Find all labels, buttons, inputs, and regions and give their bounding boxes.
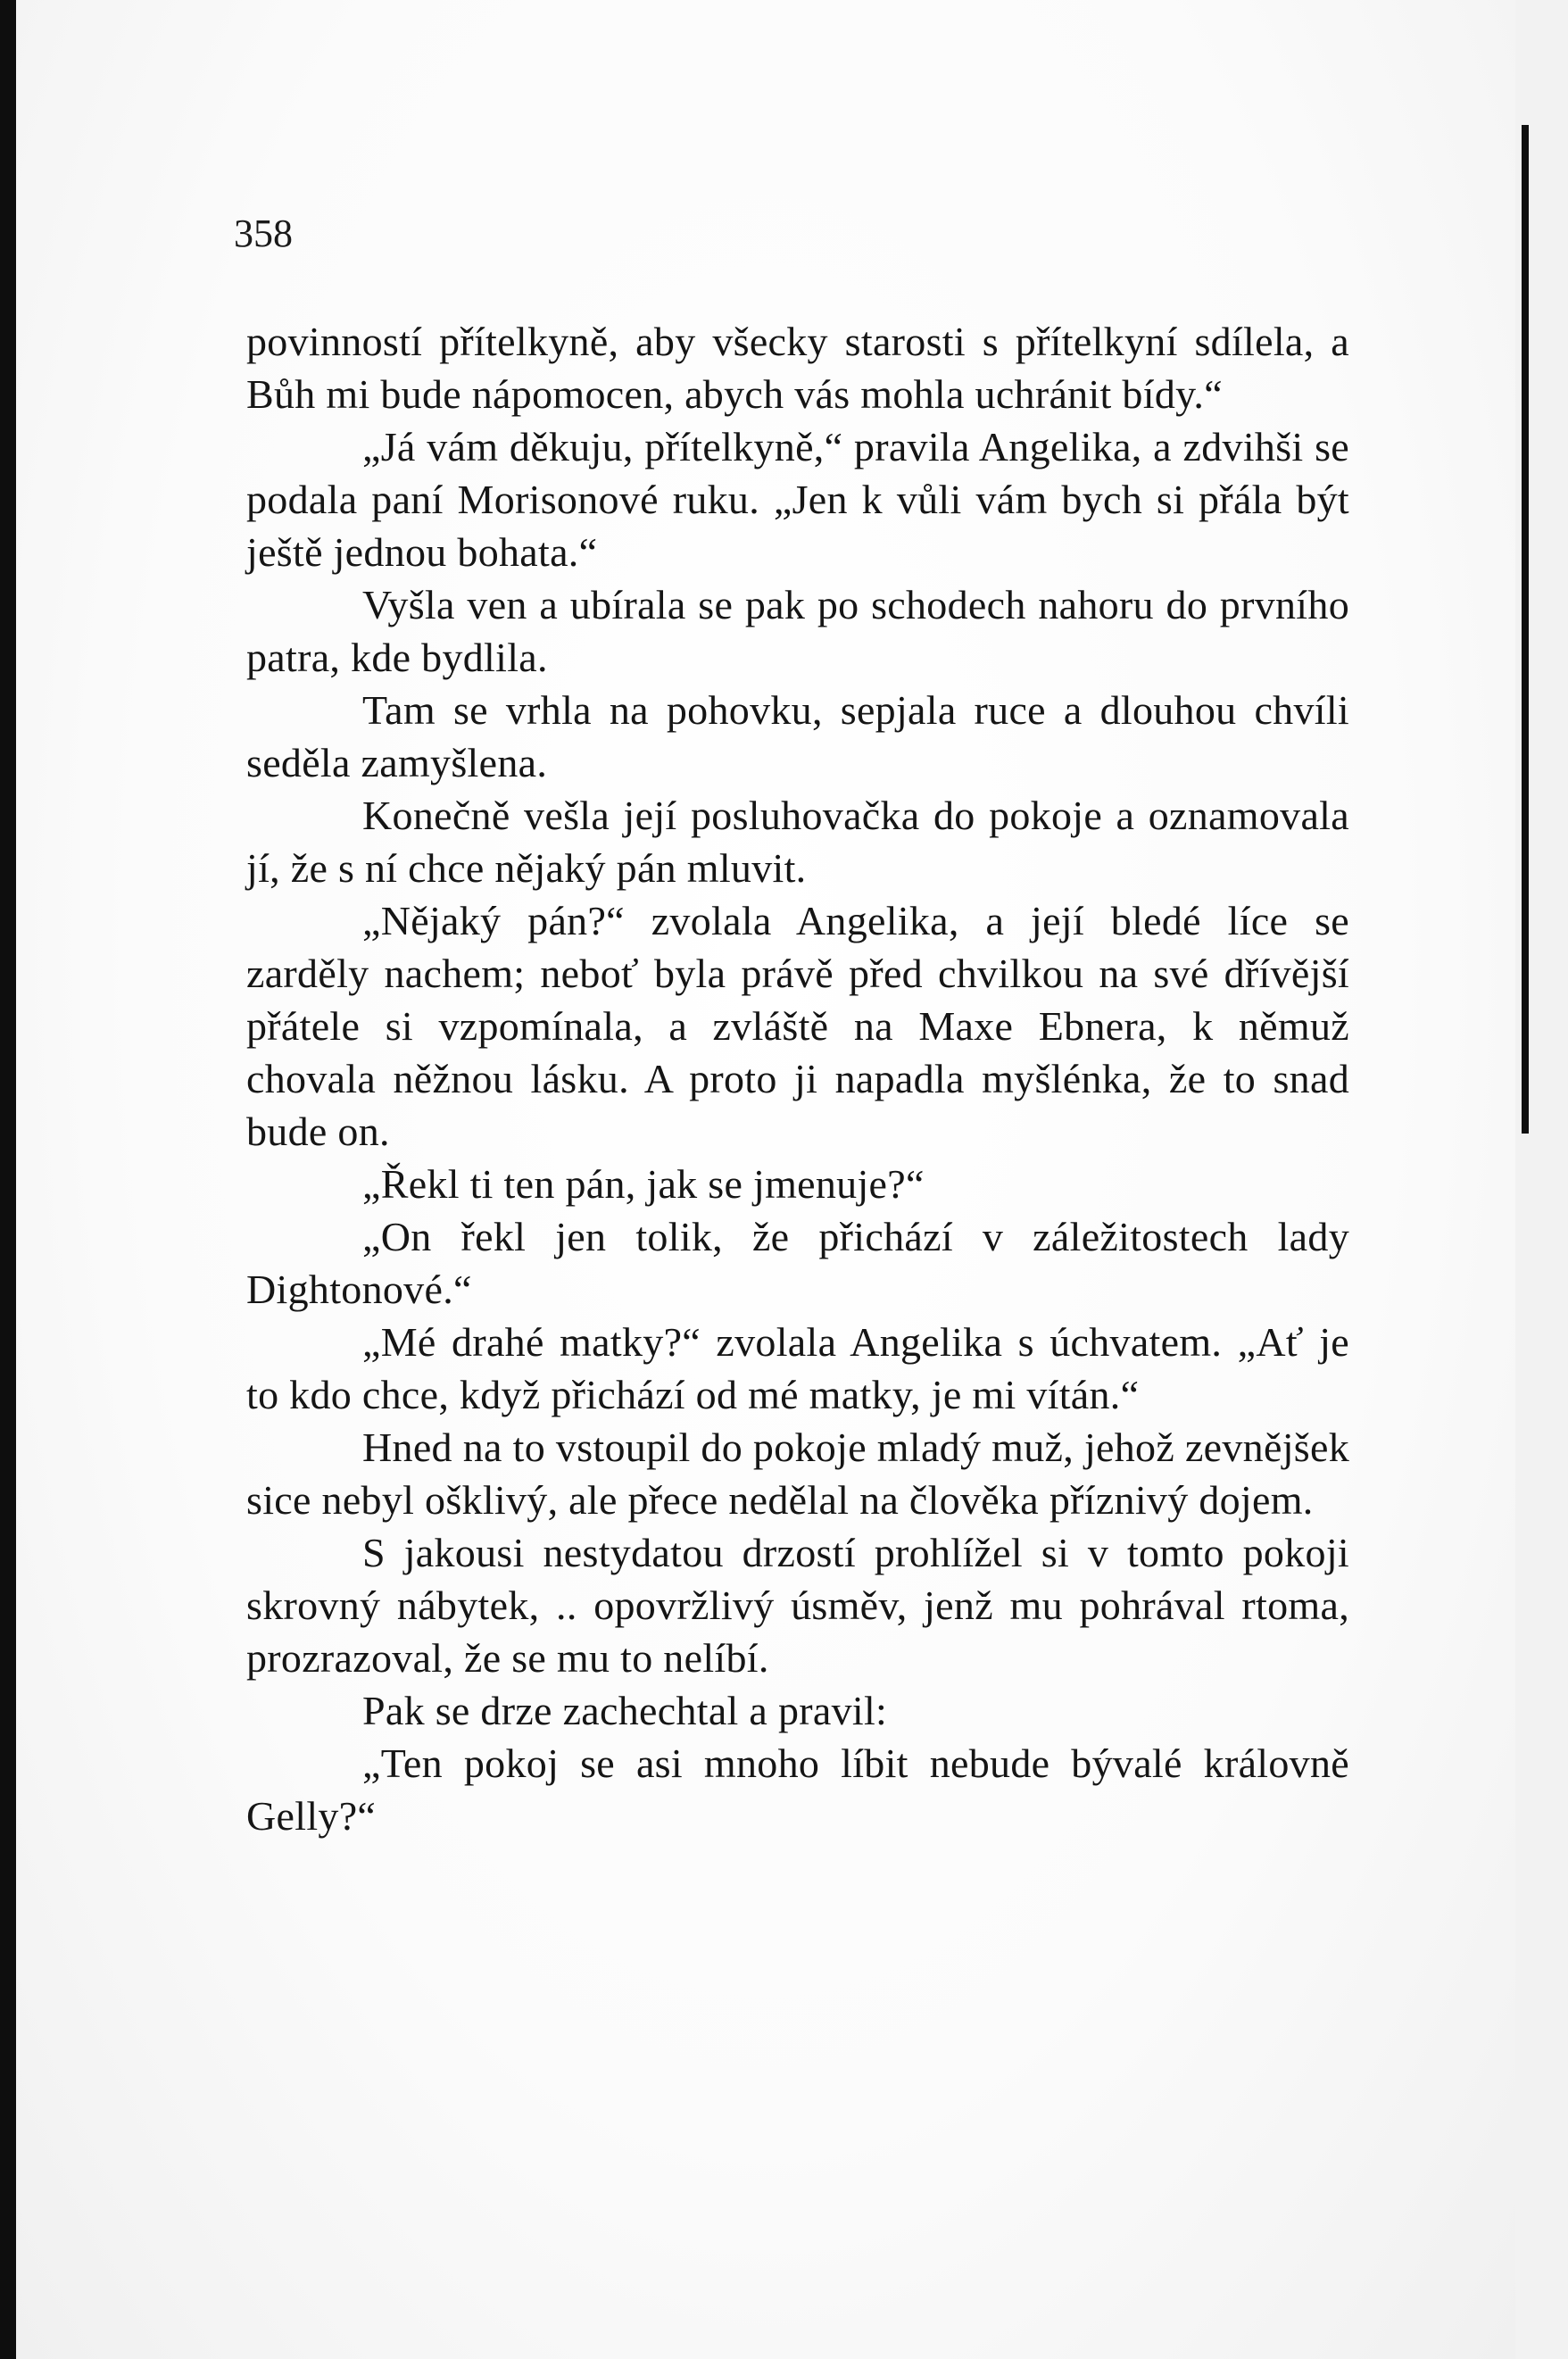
paragraph: povinností přítelkyně, aby všecky starosti s přítelkyní sdílela, a Bůh mi bude nápomocen, abych vás mohla uchránit bídy.“ <box>246 319 1349 417</box>
paragraph: „Řekl ti ten pán, jak se jmenuje?“ <box>362 1161 925 1207</box>
page-number: 358 <box>234 212 293 255</box>
paragraph: „On řekl jen tolik, že přichází v záležitostech lady Dightonové.“ <box>246 1214 1349 1312</box>
binding-shadow-line <box>1522 125 1529 1134</box>
paragraph: Pak se drze zachechtal a pravil: <box>362 1688 888 1733</box>
paragraph: Tam se vrhla na pohovku, sepjala ruce a dlouhou chvíli seděla zamyšlena. <box>246 687 1349 785</box>
paragraph: Hned na to vstoupil do pokoje mladý muž, jehož zevnějšek sice nebyl ošklivý, ale přece nedělal na člověka příznivý dojem. <box>246 1425 1349 1523</box>
paragraph: „Mé drahé matky?“ zvolala Angelika s úchvatem. „Ať je to kdo chce, když přichází od mé matky, je mi vítán.“ <box>246 1319 1349 1417</box>
paragraph: S jakousi nestydatou drzostí prohlížel si v tomto pokoji skrovný nábytek, .. opovržlivý úsměv, jenž mu pohrával rtoma, prozrazoval, že se mu to nelíbí. <box>246 1530 1349 1681</box>
body-text <box>246 315 1349 1842</box>
paragraph: „Já vám děkuju, přítelkyně,“ pravila Angelika, a zdvihši se podala paní Morisonové ruku. „Jen k vůli vám bych si přála být ještě jednou bohata.“ <box>246 424 1349 575</box>
paragraph: Vyšla ven a ubírala se pak po schodech nahoru do prvního patra, kde bydlila. <box>246 582 1349 680</box>
paragraph: „Nějaký pán?“ zvolala Angelika, a její bledé líce se zarděly nachem; neboť byla právě před chvilkou na své dřívější přátele si vzpomínala, a zvláště na Maxe Ebnera, k němuž chovala něžnou lásku. A proto ji napadla myšlénka, že to snad bude on. <box>246 898 1349 1154</box>
paragraph: „Ten pokoj se asi mnoho líbit nebude bývalé královně Gelly?“ <box>246 1740 1349 1839</box>
paragraph: Konečně vešla její posluhovačka do pokoje a oznamovala jí, že s ní chce nějaký pán mluvit. <box>246 793 1349 891</box>
